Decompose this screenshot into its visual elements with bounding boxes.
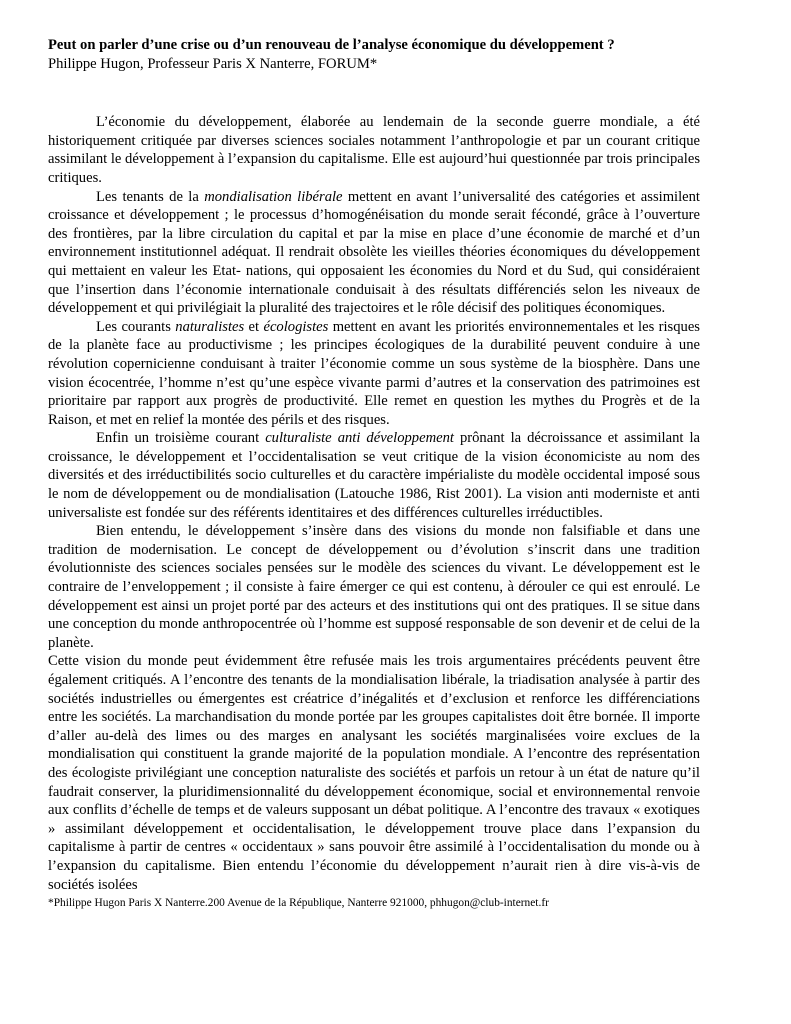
paragraph-naturalistes xyxy=(48,318,700,430)
paragraph-intro: L’économie du développement, élaborée au lendemain de la seconde guerre mondiale, a été historiquement critiquée par diverses sciences sociales notamment l’anthropologie et par un courant critique assimilant le développement à l’expansion du capitalisme. Elle est aujourd’hui questionnée par trois principales critiques. xyxy=(48,114,700,186)
text-segment: Les tenants de la xyxy=(96,188,205,205)
document-author: Philippe Hugon, Professeur Paris X Nanterre, FORUM* xyxy=(48,55,378,72)
paragraph-critique: Cette vision du monde peut évidemment être refusée mais les trois argumentaires précédents peuvent être également critiqués. A l’encontre des tenants de la mondialisation libérale, la triadisation analysée à partir des sociétés industrielles ou émergentes est créatrice d’inégalités et d’exclusion et renforce les différenciations entre les sociétés. La marchandisation du monde portée par les groupes capitalistes doit être bornée. Il importe d’aller au-delà des limes ou des marges en analysant les sociétés marginalisées voire exclues de la mondialisation qui constituent la grande majorité de la population mondiale. A l’encontre des représentation des écologiste privilégiant une conception naturaliste des sociétés et parfois un retour à un état de nature qu’il faudrait conserver, la pluridimensionnalité du développement économique, social et environnemental renvoie aux conflits d’échelle de temps et de valeurs supposant un débat politique. A l’encontre des travaux « exotiques » assimilant développement et occidentalisation, le développement trouve place dans l’expansion du capitalisme à partir de centres « occidentaux » sans pouvoir être assimilé à l’occidentalisation du monde ou à l’expansion du capitalisme. Bien entendu l’économie du développement n’aurait rien à dire vis-à-vis de sociétés isolées xyxy=(48,653,700,893)
paragraph-culturaliste xyxy=(48,429,700,522)
document-page xyxy=(48,36,700,910)
paragraph-bien-entendu: Bien entendu, le développement s’insère dans des visions du monde non falsifiable et dans une tradition de modernisation. Le concept de développement ou d’évolution s’inscrit dans une tradition évolutionniste des sciences sociales pensées sur le modèle des sciences du vivant. Le développement est le contraire de l’enveloppement ; il consiste à faire émerger ce qui est contenu, à dérouler ce qui est enroulé. Le développement est ainsi un projet porté par des acteurs et des institutions qui ont des pratiques. Il se situe dans une conception du monde anthropocentrée où l’homme est supposé responsable de son devenir et de celui de la planète. xyxy=(48,523,700,651)
text-segment: mettent en avant l’universalité des catégories et assimilent croissance et développement ; le processus d’homogénéisation du monde serait fécondé, grâce à l’ouverture des frontières, par la libre circulation du capital et par la mise en place d’une économie de marché et d’un environnement institutionnel adéquat. Il rendrait obsolète les vieilles théories économiques du développement qui mettaient en valeur les Etat- nations, qui opposaient les économies du Nord et du Sud, qui considéraient que l’insertion dans l’économie internationale conduisait à des résultats différenciés selon les niveaux de développement et qui privilégiait la pluralité des trajectoires et le rôle décisif des politiques économiques. xyxy=(48,188,700,317)
footnote: *Philippe Hugon Paris X Nanterre.200 Avenue de la République, Nanterre 921000, phhugon@club-internet.fr xyxy=(48,897,549,910)
emphasis-text: naturalistes xyxy=(175,318,245,335)
document-title: Peut on parler d’une crise ou d’un renouveau de l’analyse économique du développement ? xyxy=(48,37,615,53)
paragraph-mondialisation xyxy=(48,188,700,318)
emphasis-text: écologistes xyxy=(263,318,329,335)
text-segment: et xyxy=(244,318,264,335)
emphasis-text: culturaliste anti développement xyxy=(265,430,454,447)
text-segment: prônant la décroissance et assimilant la croissance, le développement et l’occidentalisation se veut critique de la vision économiciste au nom des diversités et des irréductibilités socio culturelles et du caractère impérialiste du modèle occidental imposé sous le nom de développement ou de mondialisation (Latouche 1986, Rist 2001). La vision anti moderniste et anti universaliste est fondée sur des référents identitaires et des différences culturelles irréductibles. xyxy=(48,430,700,521)
emphasis-text: mondialisation libérale xyxy=(204,188,343,205)
text-segment: Les courants xyxy=(96,318,176,335)
text-segment: mettent en avant les priorités environnementales et les risques de la planète face au productivisme ; les principes écologiques de la durabilité peuvent conduire à une révolution copernicienne conduisant à traiter l’économie comme un sous système de la biosphère. Dans une vision écocentrée, l’homme n’est qu’une espèce vivante parmi d’autres et la conservation des patrimoines est prioritaire par rapport aux progrès de productivité. Elle remet en question les mythes du Progrès et de la Raison, et met en relief la montée des périls et des risques. xyxy=(48,318,700,428)
text-segment: Enfin un troisième courant xyxy=(96,430,266,447)
